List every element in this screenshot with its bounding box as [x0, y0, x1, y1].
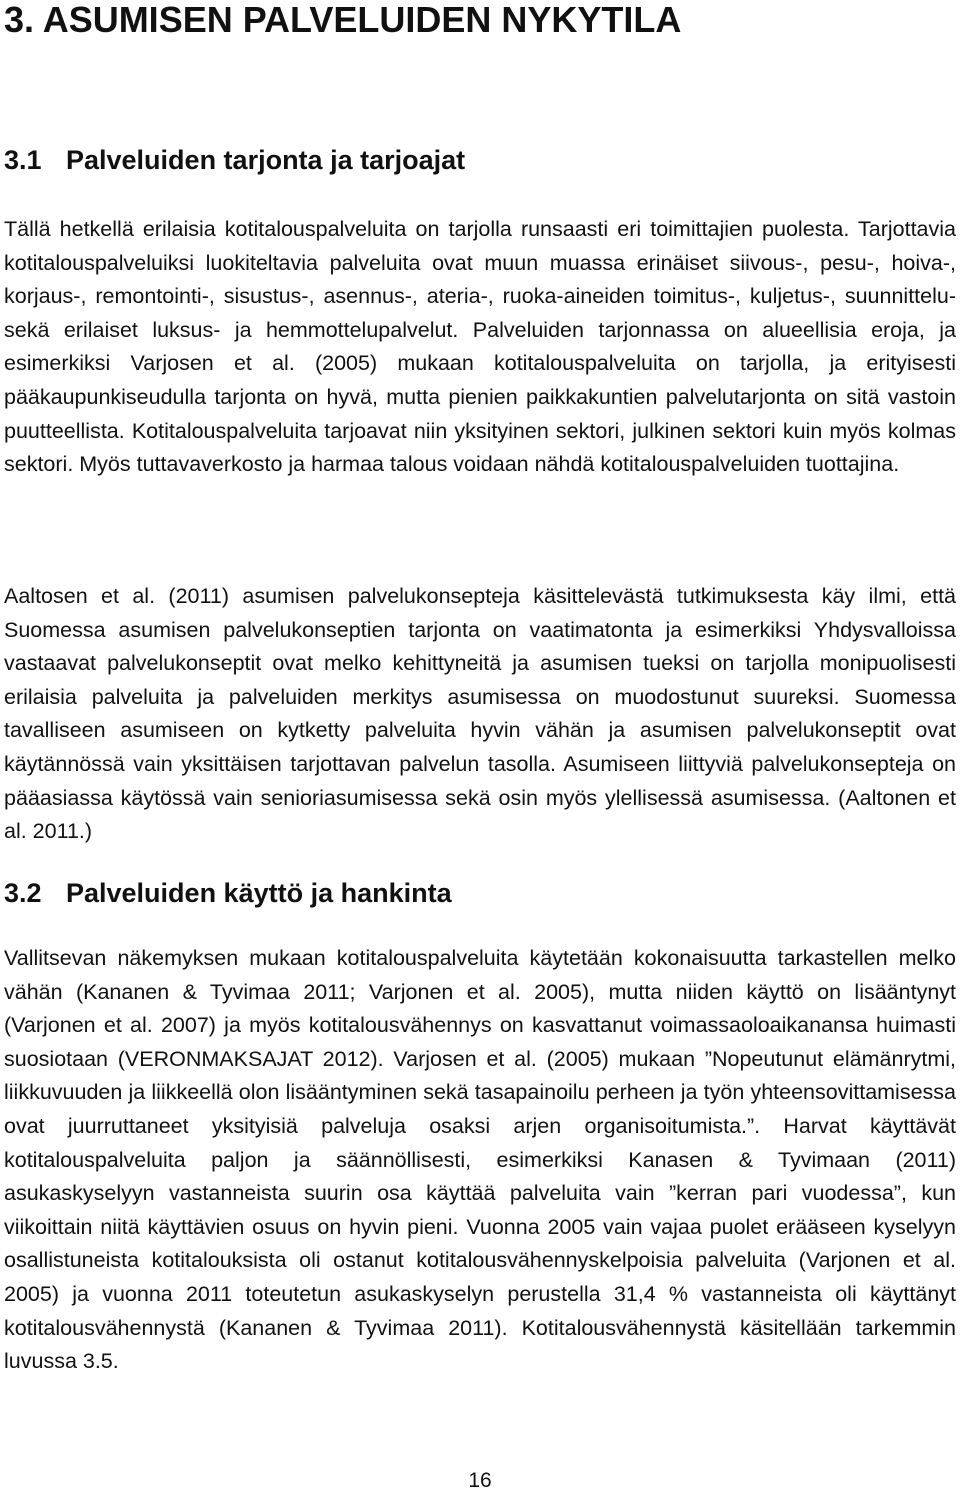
section-title: Palveluiden käyttö ja hankinta [66, 878, 452, 908]
section-number: 3.2 [4, 878, 42, 908]
paragraph-aaltonen-study: Aaltosen et al. (2011) asumisen palvelukonsepteja käsittelevästä tutkimuksesta käy ilmi, että Suomessa asumisen palvelukonseptien tarjonta on vaatimatonta ja esimerkiksi Yhdysvalloissa vastaavat palvelukonseptit ovat melko kehittyneitä ja asumisen tueksi on tarjolla monipuolisesti erilaisia palveluita ja palveluiden merkitys asumisessa on muodostunut suureksi. Suomessa tavalliseen asumiseen on kytketty palveluita hyvin vähän ja asumisen palvelukonseptit ovat käytännössä vain yksittäisen tarjottavan palvelun tasolla. Asumiseen liittyviä palvelukonsepteja on pääasiassa käytössä vain senioriasumisessa sekä osin myös ylellisessä asumisessa. (Aaltonen et al. 2011.) [4, 584, 956, 844]
section-title: Palveluiden tarjonta ja tarjoajat [66, 145, 466, 175]
section-heading-3-1 [4, 143, 465, 177]
chapter-heading: 3. ASUMISEN PALVELUIDEN NYKYTILA [4, 0, 682, 40]
paragraph-service-usage: Vallitsevan näkemyksen mukaan kotitalouspalveluita käytetään kokonaisuutta tarkastellen melko vähän (Kananen & Tyvimaa 2011; Varjonen et al. 2005), mutta niiden käyttö on lisääntynyt (Varjonen et al. 2007) ja myös kotitalousvähennys on kasvattanut voimassaoloaikanansa huimasti suosiotaan (VERONMAKSAJAT 2012). Varjosen et al. (2005) mukaan ”Nopeutunut elämänrytmi, liikkuvuuden ja liikkeellä olon lisääntyminen sekä tasapainoilu perheen ja työn yhteensovittamisessa ovat juurruttaneet yksityisiä palveluja osaksi arjen organisoitumista.”. Harvat käyttävät kotitalouspalveluita paljon ja säännöllisesti, esimerkiksi Kanasen & Tyvimaan (2011) asukaskyselyyn vastanneista suurin osa käyttää palveluita vain ”kerran pari vuodessa”, kun viikoittain niitä käyttävien osuus on hyvin pieni. Vuonna 2005 vain vajaa puolet erääseen kyselyyn osallistuneista kotitalouksista oli ostanut kotitalousvähennyskelpoisia palveluita (Varjonen et al. 2005) ja vuonna 2011 toteutetun asukaskyselyn perustella 31,4 % vastanneista oli käyttänyt kotitalousvähennystä (Kananen & Tyvimaa 2011). Kotitalousvähennystä käsitellään tarkemmin luvussa 3.5. [4, 946, 956, 1374]
section-number: 3.1 [4, 145, 42, 175]
page-number: 16 [468, 1469, 492, 1492]
section-heading-3-2 [4, 876, 452, 910]
paragraph-service-offering: Tällä hetkellä erilaisia kotitalouspalveluita on tarjolla runsaasti eri toimittajien puolesta. Tarjottavia kotitalouspalveluiksi luokiteltavia palveluita ovat muun muassa erinäiset siivous-, pesu-, hoiva-, korjaus-, remontointi-, sisustus-, asennus-, ateria-, ruoka-aineiden toimitus-, kuljetus-, suunnittelu- sekä erilaiset luksus- ja hemmottelupalvelut. Palveluiden tarjonnassa on alueellisia eroja, ja esimerkiksi Varjosen et al. (2005) mukaan kotitalouspalveluita on tarjolla, ja erityisesti pääkaupunkiseudulla tarjonta on hyvä, mutta pienien paikkakuntien palvelutarjonta on sitä vastoin puutteellista. Kotitalouspalveluita tarjoavat niin yksityinen sektori, julkinen sektori kuin myös kolmas sektori. Myös tuttavaverkosto ja harmaa talous voidaan nähdä kotitalouspalveluiden tuottajina. [4, 217, 956, 477]
